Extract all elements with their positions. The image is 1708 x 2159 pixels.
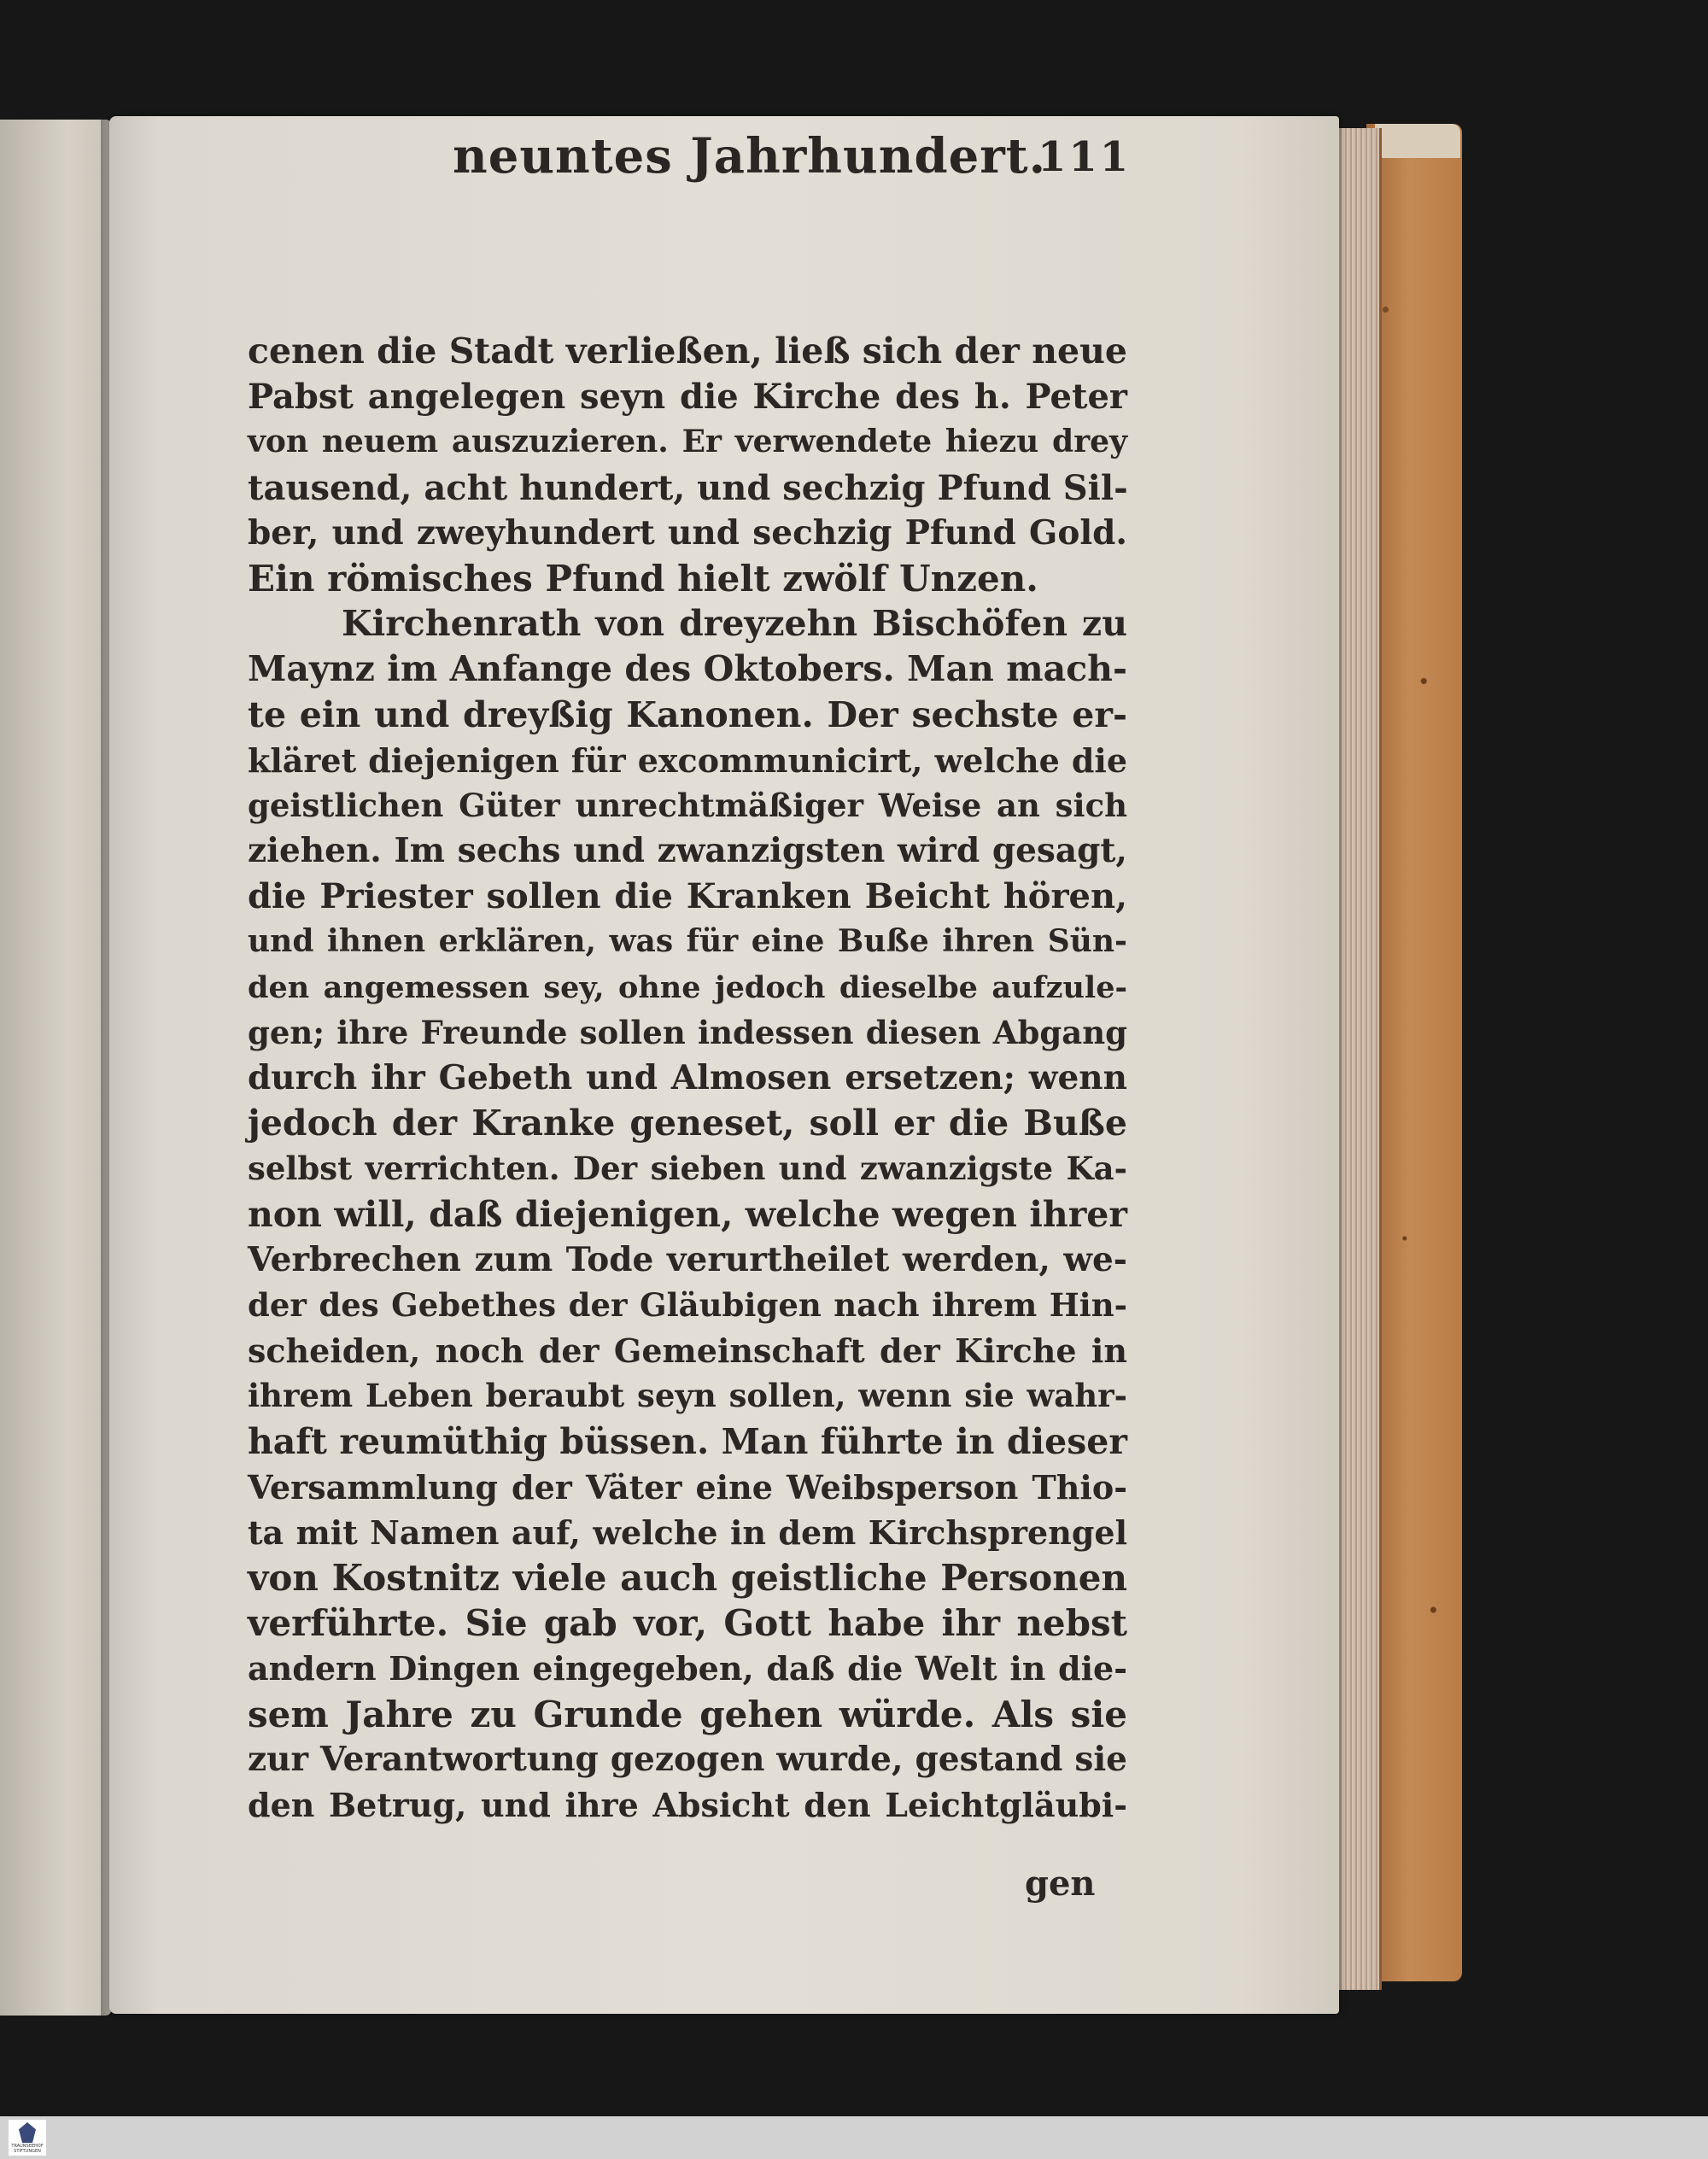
- text-line: andern Dingen eingegeben, daß die Welt in die-: [248, 1649, 1127, 1688]
- text-line: die Priester sollen die Kranken Beicht hören,: [248, 876, 1127, 917]
- text-line: cenen die Stadt verließen, ließ sich der neue: [248, 331, 1127, 372]
- text-line: ber, und zweyhundert und sechzig Pfund Gold.: [248, 512, 1127, 553]
- text-line: selbst verrichten. Der sieben und zwanzigste Ka-: [248, 1150, 1127, 1188]
- text-line: haft reumüthig büssen. Man führte in dieser: [248, 1420, 1127, 1462]
- running-title: neuntes Jahrhundert.: [453, 128, 1047, 184]
- text-line: Versammlung der Väter eine Weibsperson Thio-: [248, 1467, 1127, 1507]
- library-logo-text: TRAUNSEEHOF STIFTUNGEN: [11, 2144, 44, 2154]
- text-line: Verbrechen zum Tode verurtheilet werden, we-: [248, 1239, 1127, 1279]
- text-line: ihrem Leben beraubt seyn sollen, wenn sie wahr-: [248, 1377, 1127, 1415]
- text-line: Pabst angelegen seyn die Kirche des h. Peter: [248, 377, 1127, 418]
- text-line: sem Jahre zu Grunde gehen würde. Als sie: [248, 1693, 1127, 1735]
- running-head: [316, 128, 1170, 196]
- catchword: gen: [1025, 1864, 1096, 1904]
- text-line: ta mit Namen auf, welche in dem Kirchsprengel: [248, 1512, 1127, 1552]
- text-line: gen; ihre Freunde sollen indessen diesen Abgang: [248, 1013, 1127, 1051]
- text-line: scheiden, noch der Gemeinschaft der Kirche in: [248, 1331, 1127, 1371]
- text-line: non will, daß diejenigen, welche wegen ihrer: [248, 1193, 1127, 1235]
- viewer-bottom-bar: [0, 2116, 1708, 2159]
- text-line: den angemessen sey, ohne jedoch dieselbe aufzule-: [248, 969, 1127, 1005]
- text-line: zur Verantwortung gezogen wurde, gestand sie: [248, 1739, 1127, 1779]
- text-line: jedoch der Kranke geneset, soll er die Buße: [248, 1103, 1127, 1144]
- text-line: tausend, acht hundert, und sechzig Pfund Sil-: [248, 467, 1128, 508]
- facing-page-edge: [0, 120, 111, 2016]
- text-line: Kirchenrath von dreyzehn Bischöfen zu: [342, 603, 1127, 645]
- body-text: [248, 329, 1127, 1828]
- text-line: und ihnen erklären, was für eine Buße ihren Sün-: [248, 923, 1127, 960]
- library-logo[interactable]: [9, 2120, 46, 2156]
- text-line: te ein und dreyßig Kanonen. Der sechste er-: [248, 693, 1127, 735]
- text-line: durch ihr Gebeth und Almosen ersetzen; wenn: [248, 1058, 1127, 1097]
- library-logo-icon: [19, 2122, 36, 2143]
- text-line: Ein römisches Pfund hielt zwölf Unzen.: [248, 557, 1038, 600]
- text-line: Maynz im Anfange des Oktobers. Man mach-: [248, 648, 1127, 690]
- text-line: der des Gebethes der Gläubigen nach ihrem Hin-: [248, 1285, 1127, 1324]
- page-number: 111: [1038, 133, 1132, 181]
- book-cover-corner: [1375, 124, 1460, 158]
- text-line: von Kostnitz viele auch geistliche Personen: [248, 1557, 1127, 1600]
- text-line: kläret diejenigen für excommunicirt, welche die: [248, 740, 1127, 780]
- text-line: geistlichen Güter unrechtmäßiger Weise an sich: [248, 786, 1127, 824]
- text-line: ziehen. Im sechs und zwanzigsten wird gesagt,: [248, 831, 1127, 871]
- text-line: von neuem auszuzieren. Er verwendete hiezu drey: [248, 424, 1127, 460]
- text-line: den Betrug, und ihre Absicht den Leichtgläubi-: [248, 1786, 1127, 1824]
- text-line: verführte. Sie gab vor, Gott habe ihr nebst: [248, 1602, 1127, 1645]
